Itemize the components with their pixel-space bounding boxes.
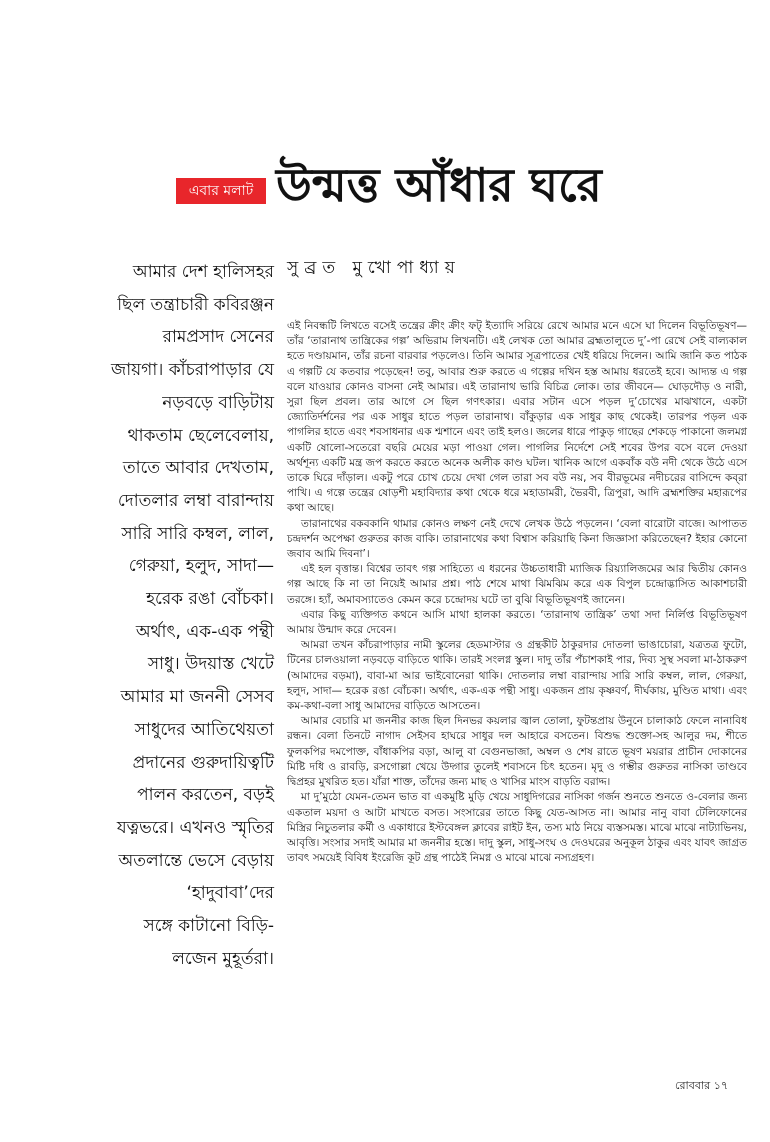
pull-quote-line: তাতে আবার দেখতাম,: [122, 458, 274, 479]
pull-quote-line: জায়গা। কাঁচরাপাড়ার যে: [111, 360, 274, 381]
pull-quote-line: গেরুয়া, হলুদ, সাদা—: [128, 556, 274, 577]
body-paragraph: এবার কিছু ব্যক্তিগত কথনে আসি মাথা হালকা করতে। ‘তারানাথ তান্ত্রিক’ তথা সদা নির্লিপ্ত বিভূতিভূষণ আমায় উন্মাদ করে দেবেন।: [287, 608, 747, 637]
pull-quote-line: লজেন মুহূর্তরা।: [172, 948, 274, 969]
pull-quote-line: অতলান্তে ভেসে বেড়ায়: [118, 850, 274, 871]
body-paragraph: আমরা তখন কাঁচরাপাড়ার নামী স্কুলের হেডমাস্টার ও গ্রন্থকীট ঠাকুরদার দোতলা ভাঙাচোরা, যত্রতত্র ফুটো, টিনের চালওয়ালা নড়বড়ে বাড়িতে থাকি। তারই সংলগ্ন স্কুল। দাদু তাঁর পঁচাশকাই পার, দিব্য সুস্থ সবলা মা-ঠাকরুণ (আমাদের বড়মা), বাবা-মা আর ভাইবোনেরা থাকি। দোতলার লম্বা বারান্দায় সারি সারি কম্বল, লাল, গেরুয়া, হলুদ, সাদা— হরেক রঙা বোঁচকা। অর্থাৎ, এক-এক পন্থী সাধু। একজন প্রায় কৃষ্ণবর্ণ, দীর্ঘকায়, মুণ্ডিত মাথা। এবং কম-কথা-বলা সাধু আমাদের বাড়িতে আসতেন।: [287, 639, 747, 713]
pull-quote-line: থাকতাম ছেলেবেলায়,: [127, 425, 274, 446]
pull-quote: [80, 256, 274, 975]
pull-quote-line: পালন করতেন, বড়ই: [137, 785, 274, 806]
pull-quote-line: ‘হাদুবাবা’দের: [186, 883, 274, 904]
pull-quote-line: সঙ্গে কাটানো বিড়ি-: [143, 916, 274, 937]
body-paragraph: এই নিবন্ধটি লিখতে বসেই তন্ত্রের ক্রীং ক্রীং ফট্ ইত্যাদি সরিয়ে রেখে আমার মনে এসে ঘা দিলেন বিভূতিভূষণ— তাঁর ‘তারানাথ তান্ত্রিকের গল্প’ অভিরাম লিখনটি। এই লেখক তো আমার ব্রহ্মতালুতে দু’-পা রেখে সেই বাল্যকাল হতে দণ্ডায়মান, তাঁর রচনা বারবার পড়লেও। তিনি আমার সূত্রপাতের খেই ধরিয়ে দিলেন। আমি জানি কত পাঠক এ গল্পটি যে কতবার পড়েছেন! তবু, আবার শুরু করতে এ গল্পের দখিন হস্ত আমায় ধরতেই হবে। আদ্যন্ত এ গল্প বলে যাওয়ার কোনও বাসনা নেই আমার। এই তারানাথ ভারি বিচিত্র লোক। তার জীবনে— ঘোড়দৌড় ও নারী, সুরা ছিল প্রবল। তার আগে সে ছিল গণৎকার। এবার সটান এসে পড়ল দু’চোখের মাঝখানে, একটা জ্যোতির্দর্শনের পর এক সাধুর হাতে পড়ল তারানাথ। বাঁকুড়ার এক সাধুর কাছ থেকেই। তারপর পড়ল এক পাগলির হাতে এবং শবসাধনার এক শ্মশানে এবং তাই হলও। জলের ধারে পাকুড় গাছের শেকড়ে পাকানো জলমগ্ন একটি ষোলো-সতেরো বছরি মেয়ের মড়া পাওয়া গেল। পাগলির নির্দেশে সেই শবের উপর বসে বলে দেওয়া অর্থশূন্য একটি মন্ত্র জপ করতে করতে অনেক অলীক কাণ্ড ঘটল। খানিক আগে একবাঁক বউ নদী থেকে উঠে এসে তাকে ঘিরে দাঁড়াল। একটু পরে চোখ চেয়ে দেখা গেল তারা সব বউ নয়, সব বীরভূমের নদীচরের বাসিন্দে কব্‌রা পাখি। এ গল্পে তন্ত্রের ষোড়শী মহাবিদ্যার কথা থেকে ধরে মহাডামরী, ভৈরবী, ত্রিপুরা, আদি ব্রহ্মশক্তির মহারূপের কথা আছে।: [287, 320, 747, 515]
pull-quote-line: নড়বড়ে বাড়িটায়: [162, 392, 274, 413]
pull-quote-line: যত্নভরে। এখনও স্মৃতির: [116, 817, 274, 838]
body-paragraph: তারানাথের বকবকানি থামার কোনও লক্ষণ নেই দেখে লেখক উঠে পড়লেন। ‘বেলা বারোটা বাজে। আপাতত চন্দ্রদর্শন অপেক্ষা গুরুতর কাজ বাকি। তারানাথের কথা বিশ্বাস করিয়াছি কিনা জিজ্ঞাসা করিতেছেন? ইহার কোনো জবাব আমি দিবনা’।: [287, 517, 747, 561]
pull-quote-line: প্রদানের গুরুদায়িত্বটি: [132, 752, 274, 773]
pull-quote-line: আমার দেশ হালিসহর: [132, 262, 274, 282]
page-folio: রোববার ১৭: [675, 1079, 728, 1092]
headline: উন্মত্ত আঁধার ঘরে: [276, 158, 602, 212]
author-byline: সুব্রত মুখোপাধ্যায়: [287, 258, 461, 278]
body-paragraph: মা দু’মুঠো যেমন-তেমন ভাত বা একমুষ্টি মুড়ি খেয়ে সাধুদিগরের নাসিকা গর্জন শুনতে শুনতে ও-বেলার জন্য একতাল ময়দা ও আটা মাখতে বসত। সংসারের তাতে কিছু যেত-আসত না। আমার নানু বাবা টেলিফোনের মিস্ত্রির নিচুতলার কর্মী ও একাধারে ইস্টবেঙ্গল ক্লাবের রাইট ইন, তস্য মাঠ নিয়ে ব্যস্তসমস্ত। মাঝে মাঝে নাট্যাভিনয়, আবৃত্তি। সংসার সদাই আমার মা জননীর হস্তে। দাদু স্কুল, সাধু-সংঘ ও দেওঘরের অনুকূল ঠাকুর এবং যাবৎ জাগ্রত তাবৎ সময়েই বিবিধ ইংরেজি কূট গ্রন্থ পাঠেই নিমগ্ন ও মাঝে মাঝে নস্যগ্রহণ।: [287, 791, 747, 865]
body-paragraph: এই হল বৃত্তান্ত। বিশ্বের তাবৎ গল্প সাহিত্যে এ ধরনের উচ্চতাধারী ম্যাজিক রিয়্যালিজমের আর দ্বিতীয় কোনও গল্প আছে কি না তা নিয়েই আমার প্রশ্ন। পাঠ শেষে মাথা ঝিমঝিম করে এক বিপুল চন্দ্রোদ্ভাসিত আকাশচারী তরঙ্গে। হ্যাঁ, অমাবস্যাতেও কেমন করে চন্দ্রোদয় ঘটে তা বুঝি বিভূতিভূষণই জানেন।: [287, 563, 747, 606]
pull-quote-line: সাধুদের আতিথেয়তা: [134, 719, 274, 740]
pull-quote-line: দোতলার লম্বা বারান্দায়: [117, 490, 274, 511]
pull-quote-line: অর্থাৎ, এক-এক পন্থী: [135, 621, 274, 642]
pull-quote-line: রামপ্রসাদ সেনের: [162, 327, 274, 348]
article-body: [287, 319, 747, 866]
pull-quote-line: হরেক রঙা বোঁচকা।: [146, 589, 274, 610]
section-tag: এবার মলাট: [176, 178, 266, 204]
pull-quote-line: ছিল তন্ত্রাচারী কবিরঞ্জন: [117, 294, 274, 315]
pull-quote-line: সারি সারি কম্বল, লাল,: [121, 523, 274, 544]
pull-quote-line: আমার মা জননী সেসব: [120, 687, 274, 708]
pull-quote-line: সাধু। উদয়াস্ত খেটে: [147, 654, 274, 675]
body-paragraph: আমার বেচারি মা জননীর কাজ ছিল দিনভর কয়লার জ্বাল তোলা, ফুটন্তপ্রায় উনুনে চালাকাঠ ফেলে নানাবিধ রন্ধন। বেলা তিনটে নাগাদ সেইসব হাঘরে সাধুর দল আহারে বসতেন। বিশুদ্ধ শুক্তো-সহ আলুর দম, শীতে ফুলকপির দমপোক্ত, বাঁধাকপির বড়া, আলু বা বেগুনভাজা, অম্বল ও শেষ রাতে ভূষণ ময়রার প্রাচীন দোকানের মিষ্টি দধি ও রাবড়ি, রসগোল্লা খেয়ে উদ্গার তুলেই শবাসনে চিৎ হতেন। মৃদু ও গম্ভীর গুরুতর নাসিকা তাণ্ডবে দ্বিপ্রহর মুখরিত হত। যাঁরা শাক্ত, তাঁদের জন্য মাছ ও খাসির মাংস বাড়তি বরাদ্দ।: [287, 715, 747, 789]
